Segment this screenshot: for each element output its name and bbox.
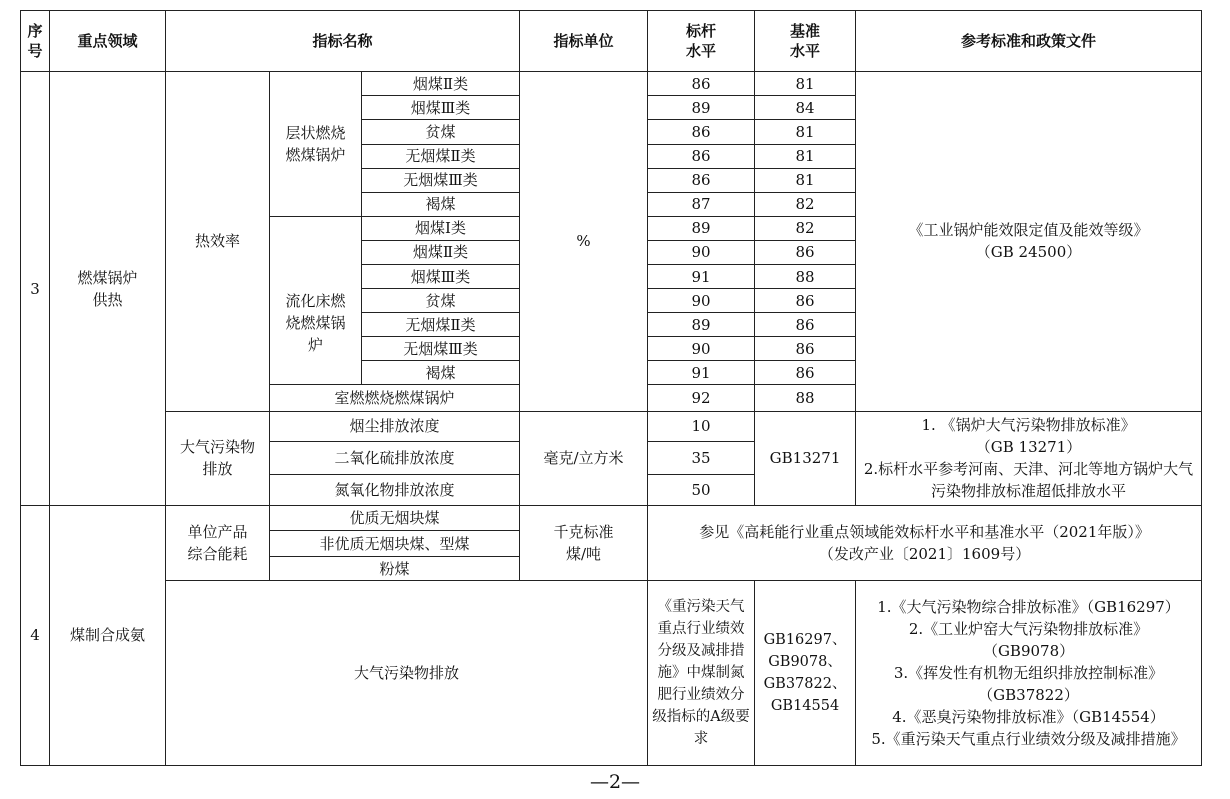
baseline-value: 81 [755, 72, 856, 96]
header-unit: 指标单位 [520, 11, 648, 72]
coal-type: 无烟煤Ⅱ类 [362, 144, 520, 168]
coal-type: 粉煤 [270, 557, 520, 581]
header-field: 重点领域 [50, 11, 166, 72]
section4-field: 煤制合成氨 [50, 505, 166, 765]
header-row [21, 11, 1202, 72]
table-row [21, 581, 1202, 766]
table-row [21, 505, 1202, 530]
coal-type: 非优质无烟块煤、型煤 [270, 530, 520, 556]
header-seq: 序 号 [21, 11, 50, 72]
emission-reference: 1. 《锅炉大气污染物排放标准》 （GB 13271） 2.标杆水平参考河南、天津、河北等地方锅炉大气污染物排放标准超低排放水平 [856, 411, 1202, 505]
header-reference: 参考标准和政策文件 [856, 11, 1202, 72]
indicator-table [20, 10, 1202, 766]
fluidized-boiler-label: 流化床燃 烧燃煤锅 炉 [270, 216, 362, 385]
benchmark-value: 89 [648, 313, 755, 337]
benchmark-value: 86 [648, 168, 755, 192]
benchmark-value: 35 [648, 441, 755, 474]
baseline-value: 86 [755, 337, 856, 361]
baseline-value: 81 [755, 144, 856, 168]
emission-label: 大气污染物 排放 [166, 411, 270, 505]
baseline-value: 86 [755, 240, 856, 264]
benchmark-value: 90 [648, 289, 755, 313]
baseline-value: 88 [755, 385, 856, 411]
baseline-value: 82 [755, 216, 856, 240]
benchmark-value: 10 [648, 411, 755, 441]
baseline-value: 82 [755, 192, 856, 216]
coal-type: 贫煤 [362, 289, 520, 313]
benchmark-value: 91 [648, 361, 755, 385]
header-indicator: 指标名称 [166, 11, 520, 72]
coal-type: 烟煤Ⅱ类 [362, 240, 520, 264]
coal-type: 褐煤 [362, 192, 520, 216]
baseline-value: 81 [755, 168, 856, 192]
table-row [21, 72, 1202, 96]
page-number: —2— [589, 771, 641, 793]
pollutant-name: 烟尘排放浓度 [270, 411, 520, 441]
benchmark-value: 91 [648, 264, 755, 288]
benchmark-value: 90 [648, 240, 755, 264]
benchmark-value: 87 [648, 192, 755, 216]
pollutant-name: 二氧化硫排放浓度 [270, 441, 520, 474]
benchmark-value: 86 [648, 120, 755, 144]
emission-unit: 毫克/立方米 [520, 411, 648, 505]
emission-benchmark: 《重污染天气重点行业绩效分级及减排措施》中煤制氮肥行业绩效分级指标的A级要求 [648, 581, 755, 766]
pulverized-boiler-label: 室燃燃烧燃煤锅炉 [270, 385, 520, 411]
benchmark-value: 90 [648, 337, 755, 361]
baseline-value: 88 [755, 264, 856, 288]
benchmark-value: 86 [648, 144, 755, 168]
emission-reference: 1.《大气污染物综合排放标准》（GB16297） 2.《工业炉窑大气污染物排放标准》 （GB9078） 3.《挥发性有机物无组织排放控制标准》 （GB37822） 4.《恶臭污染物排放标准》（GB14554） 5.《重污染天气重点行业绩效分级及减排措施》 [856, 581, 1202, 766]
baseline-value: 86 [755, 313, 856, 337]
coal-type: 无烟煤Ⅲ类 [362, 168, 520, 192]
energy-reference: 参见《高耗能行业重点领域能效标杆水平和基准水平（2021年版）》 （发改产业〔2021〕1609号） [648, 505, 1202, 580]
pollutant-name: 氮氧化物排放浓度 [270, 474, 520, 505]
coal-type: 优质无烟块煤 [270, 505, 520, 530]
header-benchmark: 标杆 水平 [648, 11, 755, 72]
layered-boiler-label: 层状燃烧 燃煤锅炉 [270, 72, 362, 217]
coal-type: 烟煤Ⅰ类 [362, 216, 520, 240]
thermal-unit: % [520, 72, 648, 411]
coal-type: 无烟煤Ⅱ类 [362, 313, 520, 337]
baseline-value: 86 [755, 289, 856, 313]
coal-type: 烟煤Ⅱ类 [362, 72, 520, 96]
benchmark-value: 89 [648, 96, 755, 120]
emission-baseline: GB16297、 GB9078、 GB37822、 GB14554 [755, 581, 856, 766]
section4-seq: 4 [21, 505, 50, 765]
coal-type: 无烟煤Ⅲ类 [362, 337, 520, 361]
section3-seq: 3 [21, 72, 50, 506]
coal-type: 烟煤Ⅲ类 [362, 96, 520, 120]
energy-unit: 千克标准 煤/吨 [520, 505, 648, 580]
baseline-value: 84 [755, 96, 856, 120]
benchmark-value: 50 [648, 474, 755, 505]
coal-type: 烟煤Ⅲ类 [362, 264, 520, 288]
thermal-label: 热效率 [166, 72, 270, 411]
energy-label: 单位产品 综合能耗 [166, 505, 270, 580]
emission-label: 大气污染物排放 [166, 581, 648, 766]
baseline-value: 81 [755, 120, 856, 144]
emission-baseline: GB13271 [755, 411, 856, 505]
coal-type: 褐煤 [362, 361, 520, 385]
baseline-value: 86 [755, 361, 856, 385]
table-row [21, 411, 1202, 441]
benchmark-value: 86 [648, 72, 755, 96]
thermal-reference: 《工业锅炉能效限定值及能效等级》 （GB 24500） [856, 72, 1202, 411]
benchmark-value: 89 [648, 216, 755, 240]
header-baseline: 基准 水平 [755, 11, 856, 72]
coal-type: 贫煤 [362, 120, 520, 144]
section3-field: 燃煤锅炉 供热 [50, 72, 166, 506]
benchmark-value: 92 [648, 385, 755, 411]
